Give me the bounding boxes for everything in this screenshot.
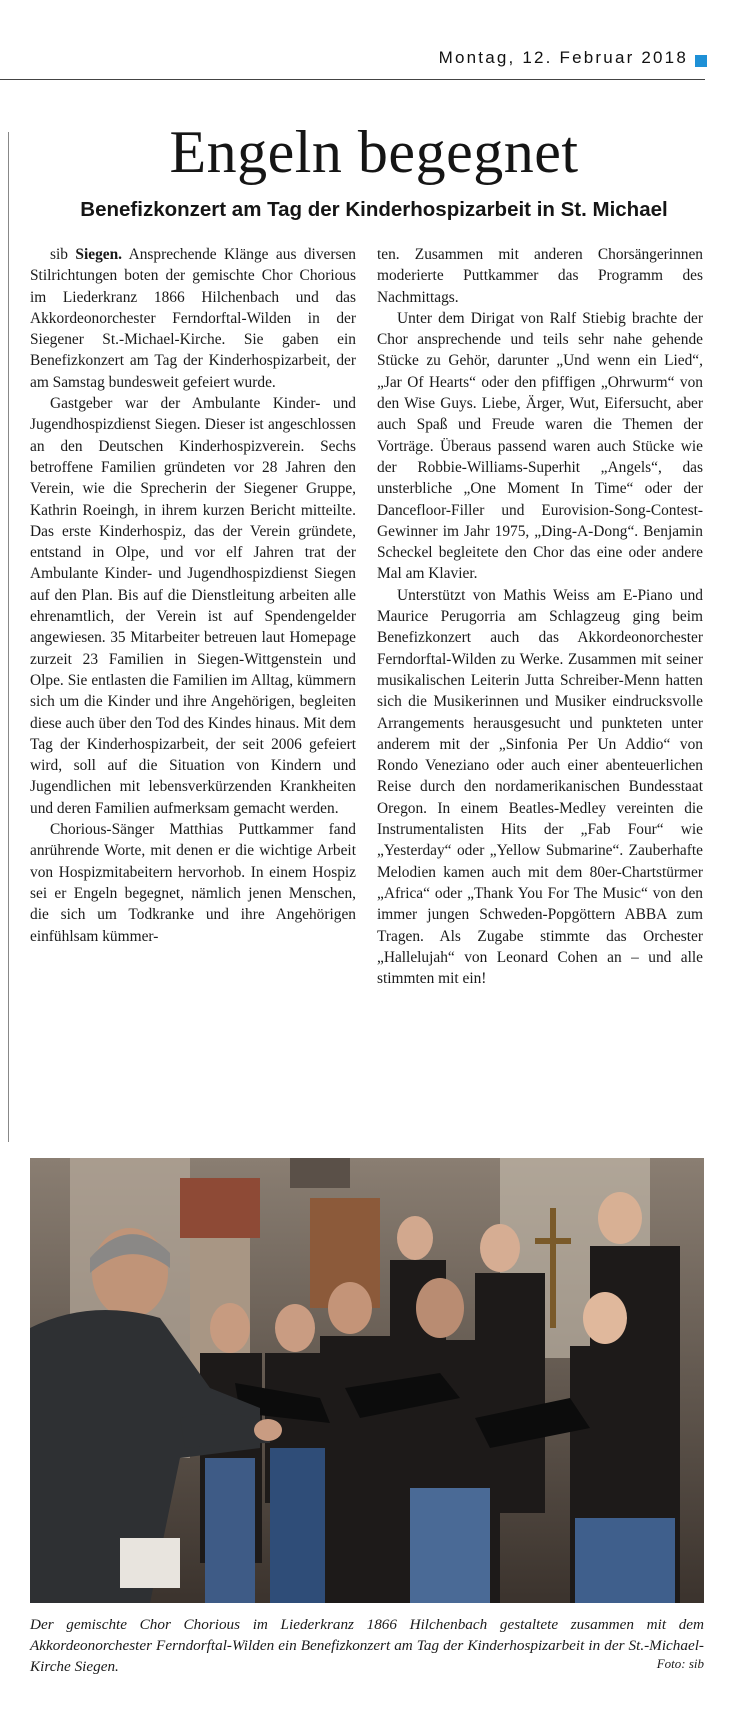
paragraph: Unterstützt von Mathis Weiss am E-Piano und Maurice Perugorria am Schlagzeug ging beim Benefizkonzert auch das Akkordeonorchester Ferndorftal-Wilden zu Werke. Zusammen mit seiner musikalischen Leiterin Jutta Schreiber-Menn hatten sich die Musikerinnen und Musiker eindrucksvolle Arrangements herausgesucht und punkteten unter anderem mit der „Sinfonia Per Un Addio“ von Rondo Veneziano oder auch einer abenteuerlichen Reise durch den nordamerikanischen Bundesstaat Oregon. In einem Beatles-Medley vereinten die Instrumentalisten Hits der „Fab Four“ wie „Yesterday“ oder „Yellow Submarine“. Zauberhafte Melodien kamen auch mit dem 80er-Chartstürmer „Africa“ oder „Thank You For The Music“ von den immer jungen Schweden-Popgöttern ABBA zum Tragen. Als Zugabe stimmte das Orchester „Hallelujah“ von Leonard Cohen an – und alle stimmten mit ein! [377,586,703,988]
column-right [377,244,703,989]
byline: sib [50,246,68,263]
choir-photo [30,1158,704,1603]
header-rule [0,79,705,80]
photo-caption: Der gemischte Chor Chorious im Liederkranz 1866 Hilchenbach gestaltete zusammen mit dem Akkordeonorchester Ferndorftal-Wilden ein Benefizkonzert am Tag der Kinderhospizarbeit in der St.-Michael-Kirche Siegen. [30,1616,704,1675]
paragraph: Gastgeber war der Ambulante Kinder- und Jugendhospizdienst Siegen. Dieser ist angeschlossen an den Deutschen Kinderhospizverein. Sechs betroffene Familien gründeten vor 28 Jahren den Verein, wie die Sprecherin der Siegener Gruppe, Kathrin Roeingh, in ihrem kurzen Bericht mitteilte. Das erste Kinderhospiz, das der Verein gründete, entstand in Olpe, und vor elf Jahren trat der Ambulante Kinder- und Jugendhospizdienst Siegen auf den Plan. Bis auf die Dienstleitung arbeiten alle ehrenamtlich, der Verein ist auf Spendengelder angewiesen. 35 Mitarbeiter betreuen laut Homepage zurzeit 23 Familien in Siegen-Wittgenstein und Olpe. Sie entlasten die Familien im Alltag, kümmern sich um die Kinder und ihre Angehörigen, begleiten diese auch über den Tod des Kindes hinaus. Mit dem Tag der Kinderhospizarbeit, der seit 2006 gefeiert wird, soll auf die Situation von Kindern und Jugendlichen mit lebensverkürzenden Krankheiten und deren Familien aufmerksam gemacht werden. [30,395,356,817]
subheadline: Benefizkonzert am Tag der Kinderhospizarbeit in St. Michael [80,198,668,221]
paragraph-text: Ansprechende Klänge aus diversen Stilrichtungen boten der gemischte Chor Chorious im Liederkranz 1866 Hilchenbach und das Akkordeonorchester Ferndorftal-Wilden in der Siegener St.-Michael-Kirche. Sie gaben ein Benefizkonzert am Tag der Kinderhospizarbeit, der am Samstag bundesweit gefeiert wurde. [30,246,356,391]
headline: Engeln begegnet [169,119,579,185]
section-marker [695,55,707,67]
location-kicker: Siegen. [75,246,123,263]
paragraph: ten. Zusammen mit anderen Chorsängerinnen moderierte Puttkammer das Programm des Nachmittags. [377,246,703,306]
choir-photo-illustration [30,1158,704,1603]
column-left [30,244,356,947]
photo-credit: Foto: sib [656,1656,704,1671]
date-line: Montag, 12. Februar 2018 [438,48,688,67]
paragraph: Chorious-Sänger Matthias Puttkammer fand anrührende Worte, mit denen er die wichtige Arbeit von Hospizmitabeitern hervorhob. In einem Hospiz sei er Engeln begegnet, nämlich jenen Menschen, die sich um Todkranke und ihre Angehörigen einfühlsam kümmer- [30,821,356,945]
paragraph: Unter dem Dirigat von Ralf Stiebig brachte der Chor ansprechende und teils sehr nahe gehende Stücke zu Gehör, darunter „Und wenn ein Lied“, „Jar Of Hearts“ oder den pfiffigen „Ohrwurm“ von den Wise Guys. Liebe, Ärger, Wut, Eifersucht, aber auch Spaß und Freude waren die Themen der Vorträge. Überaus passend waren auch Stücke wie der Robbie-Williams-Superhit „Angels“, das unsterbliche „One Moment In Time“ oder der Dancefloor-Filler und Eurovision-Song-Contest-Gewinner im Jahr 1975, „Ding-A-Dong“. Benjamin Scheckel begleitete den Chor das eine oder andere Mal am Klavier. [377,309,703,583]
article-border [8,132,9,1142]
paragraph [30,244,356,393]
